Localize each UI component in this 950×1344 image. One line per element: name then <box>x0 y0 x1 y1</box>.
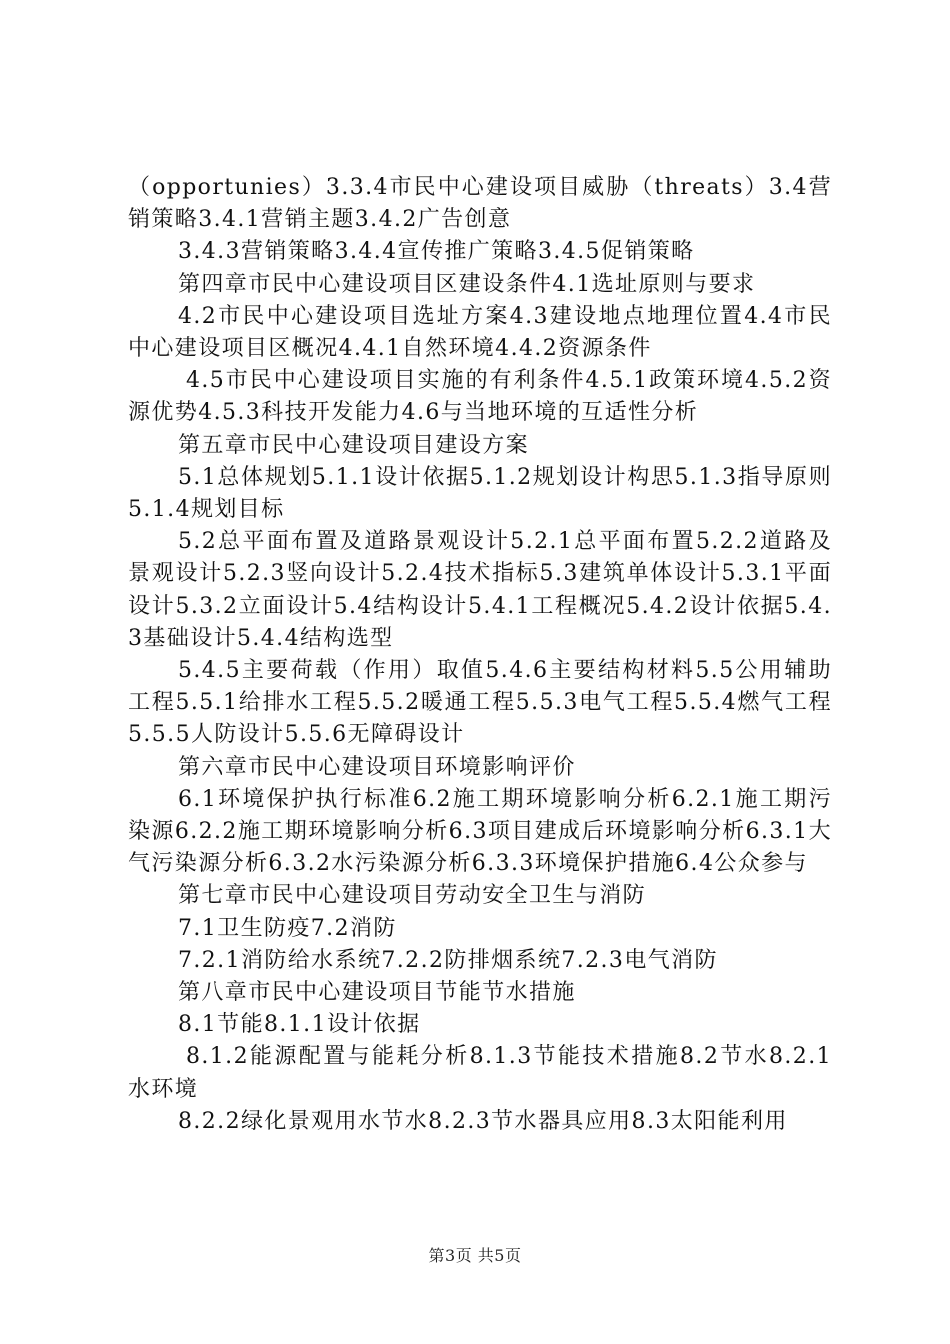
chapter-heading-5: 第五章市民中心建设项目建设方案 <box>178 432 530 458</box>
paragraph-energy-saving: 8.1节能8.1.1设计依据 <box>178 1012 421 1038</box>
page-number-footer: 第3页 共5页 <box>428 1246 522 1265</box>
paragraph-environment: 6.1环境保护执行标准6.2施工期环境影响分析6.2.1施工期污染源6.2.2施工期环境影响分析6.3项目建成后环境影响分析6.3.1大气污染源分析6.3.2水污染源分析6.3.3环境保护措施6.4公众参与 <box>128 786 832 877</box>
chapter-heading-4: 第四章市民中心建设项目区建设条件4.1选址原则与要求 <box>178 271 756 297</box>
paragraph-site-layout: 5.2总平面布置及道路景观设计5.2.1总平面布置5.2.2道路及景观设计5.2.3竖向设计5.2.4技术指标5.3建筑单体设计5.3.1平面设计5.3.2立面设计5.4结构设计5.4.1工程概况5.4.2设计依据5.4.3基础设计5.4.4结构选型 <box>128 529 832 651</box>
paragraph-marketing-strategy: 3.4.3营销策略3.4.4宣传推广策略3.4.5促销策略 <box>178 239 695 265</box>
chapter-heading-6: 第六章市民中心建设项目环境影响评价 <box>178 754 576 780</box>
paragraph-hygiene-fire: 7.1卫生防疫7.2消防 <box>178 915 397 941</box>
paragraph-favorable-conditions: 4.5市民中心建设项目实施的有利条件4.5.1政策环境4.5.2资源优势4.5.3科技开发能力4.6与当地环境的互适性分析 <box>128 368 832 426</box>
chapter-heading-8: 第八章市民中心建设项目节能节水措施 <box>178 980 576 1006</box>
chapter-heading-7: 第七章市民中心建设项目劳动安全卫生与消防 <box>178 883 647 909</box>
paragraph-threats-marketing: （opportunies）3.3.4市民中心建设项目威胁（threats）3.4营销策略3.4.1营销主题3.4.2广告创意 <box>128 175 832 233</box>
paragraph-master-plan: 5.1总体规划5.1.1设计依据5.1.2规划设计构思5.1.3指导原则5.1.4规划目标 <box>128 464 832 523</box>
paragraph-water-saving: 8.2.2绿化景观用水节水8.2.3节水器具应用8.3太阳能利用 <box>178 1108 788 1134</box>
paragraph-site-plan: 4.2市民中心建设项目选址方案4.3建设地点地理位置4.4市民中心建设项目区概况4.4.1自然环境4.4.2资源条件 <box>128 303 832 362</box>
document-body <box>128 172 832 1138</box>
paragraph-energy-analysis: 8.1.2能源配置与能耗分析8.1.3节能技术措施8.2节水8.2.1水环境 <box>128 1044 832 1102</box>
paragraph-fire-systems: 7.2.1消防给水系统7.2.2防排烟系统7.2.3电气消防 <box>178 947 718 973</box>
paragraph-loads-utilities: 5.4.5主要荷载（作用）取值5.4.6主要结构材料5.5公用辅助工程5.5.1给排水工程5.5.2暖通工程5.5.3电气工程5.5.4燃气工程5.5.5人防设计5.5.6无障碍设计 <box>128 658 832 748</box>
